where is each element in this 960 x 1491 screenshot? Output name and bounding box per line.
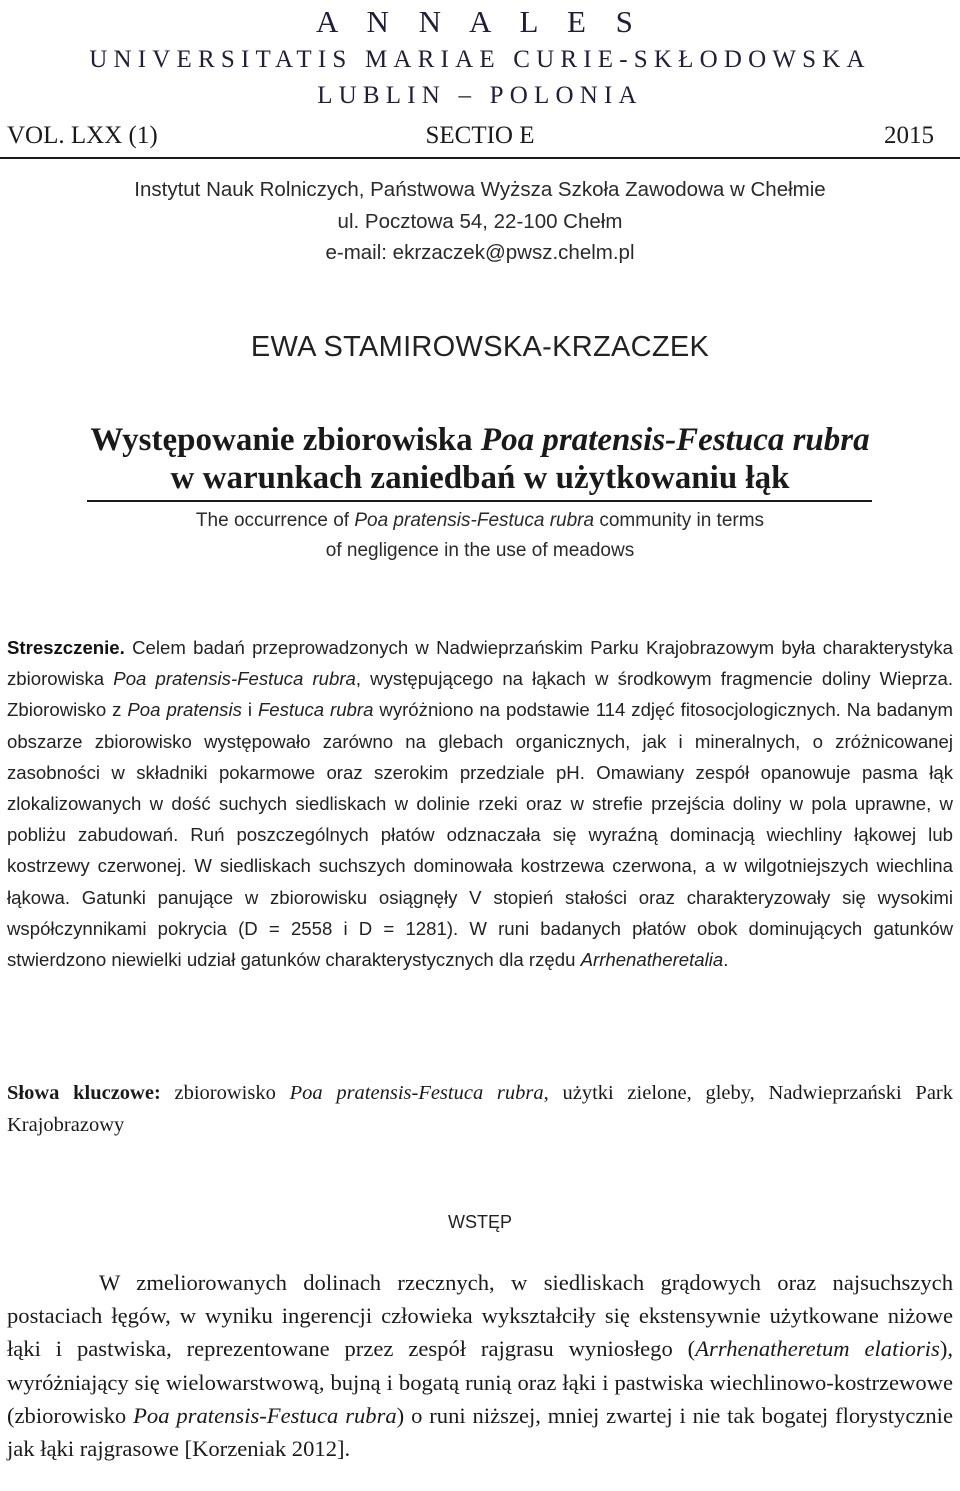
title-polish-line-2: w warunkach zaniedbań w użytkowaniu łąk <box>170 460 790 496</box>
title-polish-line-1 <box>0 422 960 459</box>
author-name: EWA STAMIROWSKA-KRZACZEK <box>250 331 710 363</box>
volume-number: VOL. LXX (1) <box>7 122 158 149</box>
affiliation-address: ul. Pocztowa 54, 22-100 Chełm <box>337 210 623 233</box>
keywords-text: zbiorowisko <box>160 1082 290 1104</box>
abstract-text: wyróżniono na podstawie 114 zdjęć fitosocjologicznych. Na badanym obszarze zbiorowisko występowało zarówno na glebach organicznych, jak i mineralnych, o zróżnicowanej zasobności w składniki pokarmowe oraz szerokim przedziale pH. Omawiany zespół opanowuje pasma łąk zlokalizowanych w dość suchych siedliskach w dolinie rzeki oraz w strefie przejścia doliny w pola uprawne, w pobliżu zabudowań. Ruń poszczególnych płatów odznaczała się wyraźną dominacją wiechliny łąkowej lub kostrzewy czerwonej. W siedliskach suchszych dominowała kostrzewa czerwona, a w wilgotniejszych wiechlina łąkowa. Gatunki panujące w zbiorowisku osiągnęły V stopień stałości oraz charakteryzowały się wysokimi współczynnikami pokrycia (D = 2558 i D = 1281). W runi badanych płatów obok dominujących gatunków stwierdzono niewielki udział gatunków charakterystycznych dla rzędu <box>7 699 953 971</box>
keywords-text: , użytki zielone, gleby, Nadwieprzański Park Krajobrazowy <box>7 1082 954 1136</box>
abstract-text: . <box>723 949 729 971</box>
species-name: Poa pratensis <box>127 699 242 721</box>
abstract <box>7 632 953 975</box>
species-name: Poa pratensis-Festuca rubra <box>289 1082 544 1104</box>
publication-place: LUBLIN – POLONIA <box>317 82 643 109</box>
order-name: Arrhenatheretalia <box>580 949 724 971</box>
section-heading: WSTĘP <box>447 1212 512 1232</box>
title-species: Poa pratensis-Festuca rubra <box>480 422 870 458</box>
title-en-suffix: community in terms <box>594 510 765 531</box>
university-name: UNIVERSITATIS MARIAE CURIE-SKŁODOWSKA <box>89 46 871 73</box>
title-en-species: Poa pratensis-Festuca rubra <box>354 510 595 531</box>
journal-title: A N N A L E S <box>316 4 644 39</box>
affiliation-institute: Instytut Nauk Rolniczych, Państwowa Wyższa Szkoła Zawodowa w Chełmie <box>134 178 826 201</box>
abstract-text: , występującego na łąkach w środkowym fragmencie doliny Wieprza. Zbiorowisko z <box>7 668 953 721</box>
intro-text: ) o runi niższej, mniej zwartej i nie tak bogatej florystycznie jak łąki rajgrasowe [Korzeniak 2012]. <box>7 1402 953 1462</box>
abstract-text: i <box>241 699 258 721</box>
association-name: Arrhenatheretum elatioris <box>695 1336 940 1362</box>
title-divider <box>87 500 872 502</box>
keywords-label: Słowa kluczowe: <box>7 1082 161 1104</box>
title-en-prefix: The occurrence of <box>195 510 355 531</box>
abstract-label: Streszczenie. <box>7 637 125 658</box>
keywords <box>7 1078 953 1141</box>
abstract-text: Celem badań przeprowadzonych w Nadwieprzańskim Parku Krajobrazowym była charakterystyka zbiorowiska <box>7 637 953 690</box>
publication-year: 2015 <box>884 122 934 149</box>
journal-section: SECTIO E <box>425 122 535 149</box>
intro-text: ), wyróżniający się wielowarstwową, bujną i bogatą runią oraz łąki i pastwiska wiechlinowo-kostrzewowe (zbiorowisko <box>7 1336 953 1428</box>
species-name: Festuca rubra <box>257 699 374 721</box>
title-english-line-2: of negligence in the use of meadows <box>325 540 635 561</box>
species-name: Poa pratensis-Festuca rubra <box>133 1402 397 1428</box>
intro-text: W zmeliorowanych dolinach rzecznych, w siedliskach grądowych oraz najsuchszych postaciach łęgów, w wyniku ingerencji człowieka wykształciły się ekstensywnie użytkowane niżowe łąki i pastwiska, reprezentowane przez zespół rajgrasu wyniosłego ( <box>7 1270 953 1362</box>
affiliation-email: e-mail: ekrzaczek@pwsz.chelm.pl <box>325 241 635 264</box>
header-divider <box>0 157 960 159</box>
species-name: Poa pratensis-Festuca rubra <box>113 668 356 690</box>
title-text: Występowanie zbiorowiska <box>90 422 481 458</box>
title-english-line-1 <box>0 510 960 532</box>
intro-paragraph <box>7 1266 953 1465</box>
